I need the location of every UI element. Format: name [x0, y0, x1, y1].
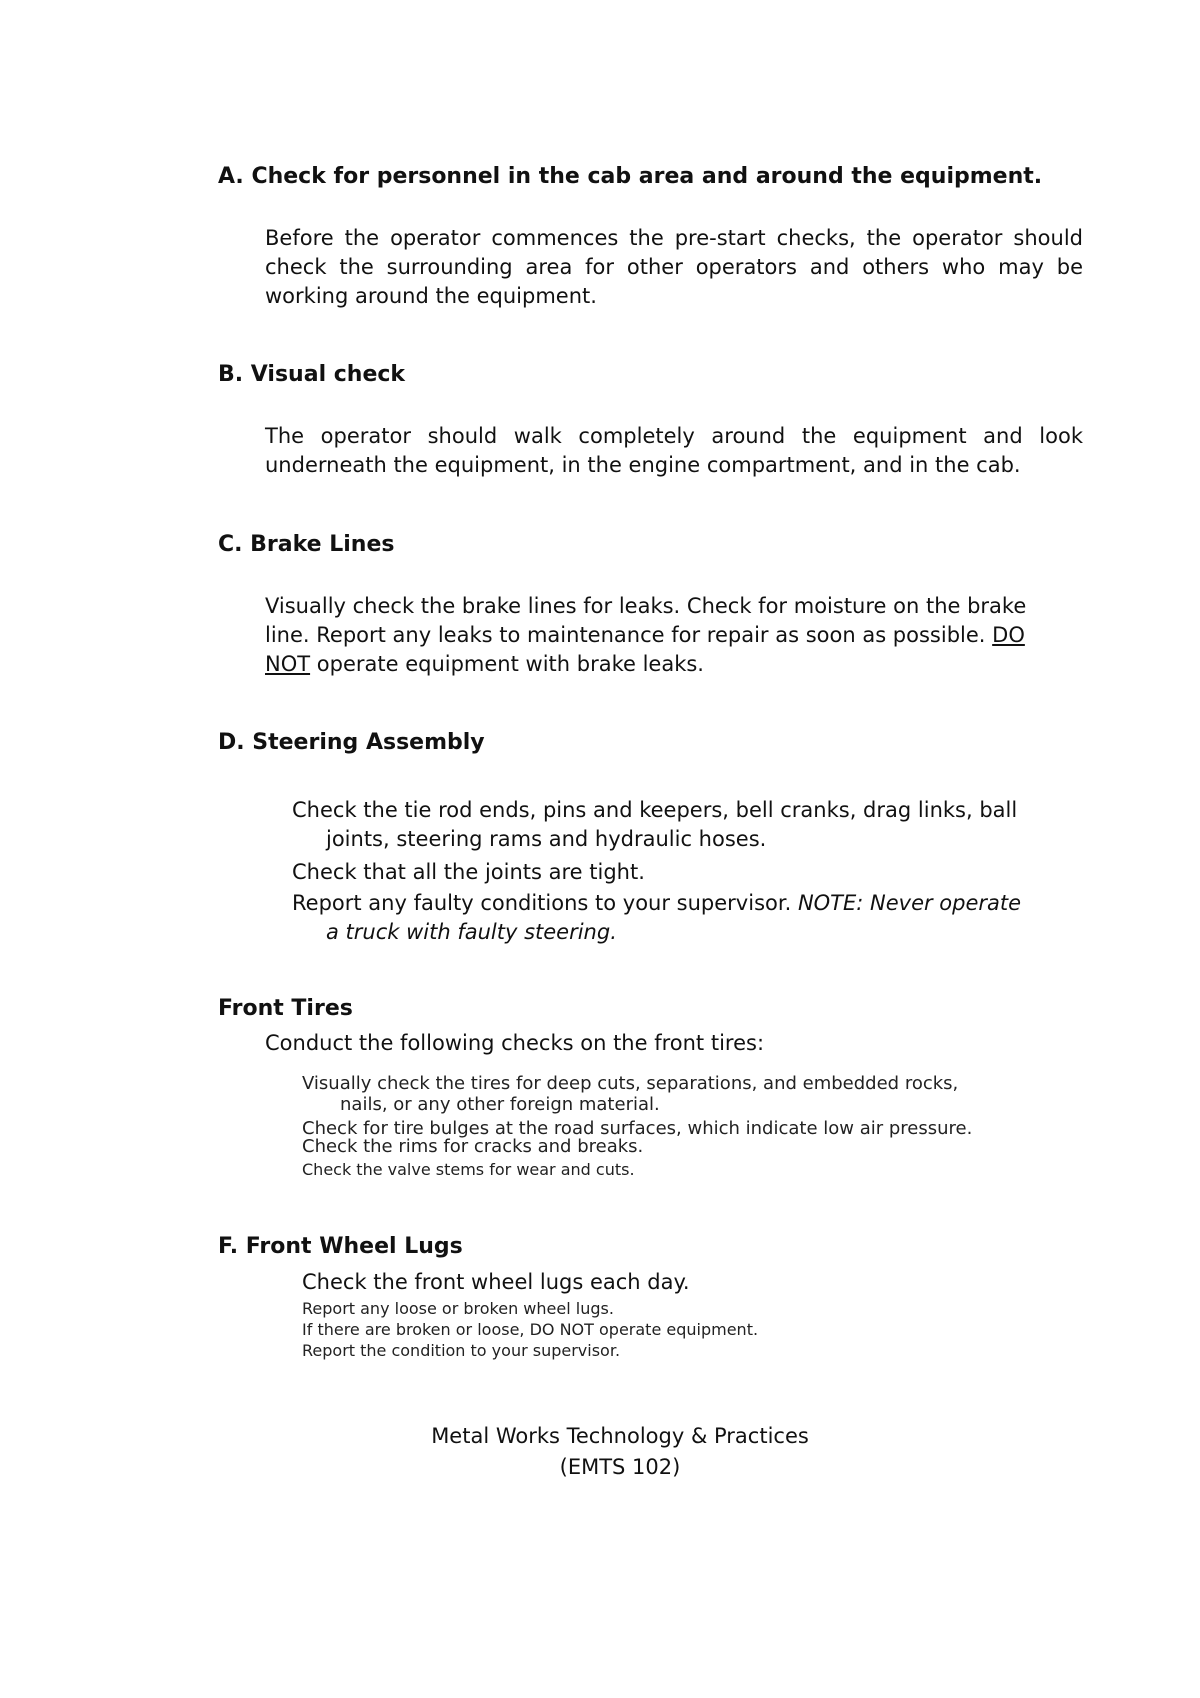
front-tires-item1-line1: Visually check the tires for deep cuts, separations, and embedded rocks, — [302, 1073, 959, 1094]
section-d-note-line2: a truck with faulty steering. — [326, 920, 617, 944]
section-f-item2: Report any loose or broken wheel lugs. — [302, 1299, 614, 1318]
front-tires-item4: Check the valve stems for wear and cuts. — [302, 1160, 635, 1179]
section-b-body: The operator should walk completely around the equipment and look underneath the equipment, in the engine compartment, and in the cab. — [265, 424, 1083, 477]
section-d-item1-line1: Check the tie rod ends, pins and keepers, bell cranks, drag links, ball — [292, 798, 1018, 822]
section-d-item3-text: Report any faulty conditions to your supervisor. — [292, 891, 792, 915]
section-c-do-text: DO — [992, 623, 1025, 647]
front-tires-item1-line2: nails, or any other foreign material. — [340, 1094, 660, 1115]
section-d-item3-line1 — [292, 889, 1021, 918]
section-c-body-line2-text: line. Report any leaks to maintenance for repair as soon as possible. — [265, 623, 986, 647]
footer-title: Metal Works Technology & Practices — [431, 1424, 809, 1448]
section-a-heading: A. Check for personnel in the cab area and around the equipment. — [218, 164, 1043, 189]
section-c-body-line3 — [265, 650, 704, 679]
front-tires-item3: Check the rims for cracks and breaks. — [302, 1136, 644, 1157]
section-c-body-line2 — [265, 621, 1025, 650]
front-tires-item2: Check for tire bulges at the road surfaces, which indicate low air pressure. — [302, 1118, 973, 1139]
section-f-item1: Check the front wheel lugs each day. — [302, 1270, 690, 1294]
section-c-not-text: NOT — [265, 652, 311, 676]
front-tires-heading: Front Tires — [218, 996, 353, 1021]
section-c-body-line3-text: operate equipment with brake leaks. — [316, 652, 704, 676]
section-c-body-line1: Visually check the brake lines for leaks. Check for moisture on the brake — [265, 594, 1027, 618]
front-tires-intro: Conduct the following checks on the front tires: — [265, 1031, 765, 1055]
section-b-heading: B. Visual check — [218, 362, 406, 387]
section-f-item3: If there are broken or loose, DO NOT operate equipment. — [302, 1320, 759, 1339]
section-d-item2: Check that all the joints are tight. — [292, 860, 645, 884]
section-f-heading: F. Front Wheel Lugs — [218, 1234, 463, 1259]
section-f-item4: Report the condition to your supervisor. — [302, 1341, 621, 1360]
section-a-body: Before the operator commences the pre-start checks, the operator should check the surrounding area for other operators and others who may be working around the equipment. — [265, 226, 1083, 308]
section-c-heading: C. Brake Lines — [218, 532, 395, 557]
section-d-heading: D. Steering Assembly — [218, 730, 485, 755]
footer-course-code: (EMTS 102) — [559, 1455, 681, 1479]
section-d-note-line1: NOTE: Never operate — [797, 891, 1022, 915]
section-d-item1-line2: joints, steering rams and hydraulic hoses. — [326, 827, 767, 851]
